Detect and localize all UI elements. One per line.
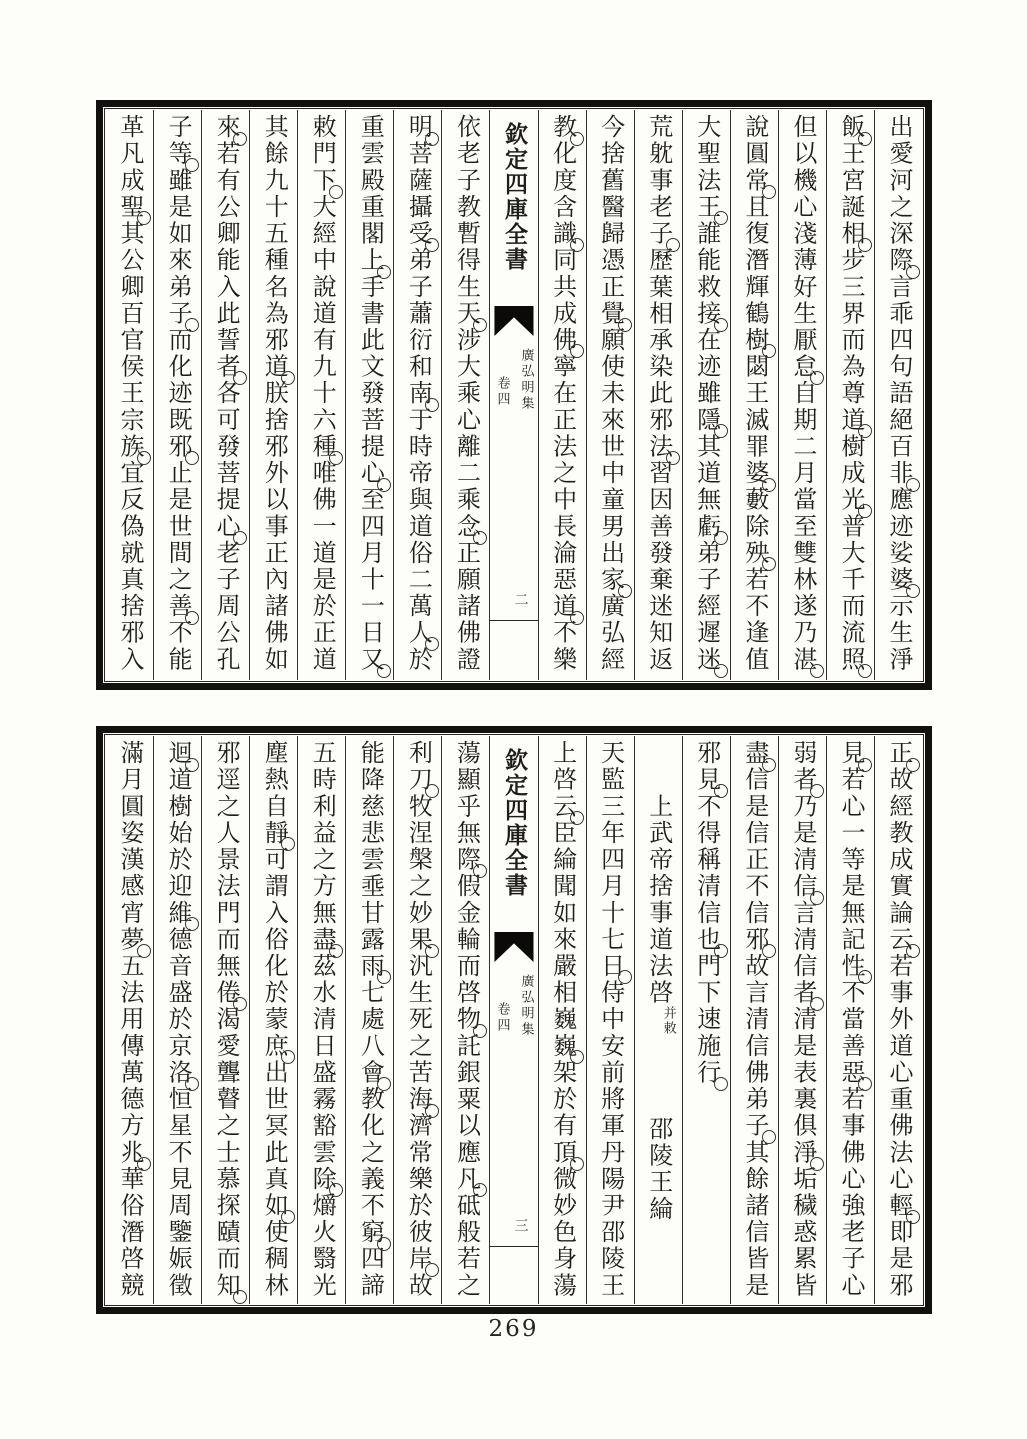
page-number: 269 [488,1316,539,1342]
text-column: 上啓云臣綸聞如來嚴相巍巍架於有頂微妙色身蕩 [538,736,586,1304]
text-column: 說圓常且復潛輝鶴樹閟王滅罪婆藪除殃若不逢值 [730,110,778,680]
text-column: 利刀牧涅槃之妙果汎生死之苦海濟常樂於彼岸故 [393,736,441,1304]
siku-banner-title: 欽定四庫全書 [500,748,528,898]
text-column: 盡信是信正不信邪故言清信佛弟子其餘諸信皆是 [730,736,778,1304]
text-column: 革凡成聖其公卿百官侯王宗族宜反偽就真捨邪入 [116,114,144,673]
fishtail-icon [494,306,533,336]
text-column: 教化度含識同共成佛寧在正法之中長淪惡道不樂 [538,110,586,680]
fishtail-icon [494,932,533,962]
text-column: 正故經教成實論云若事外道心重佛法心輕即是邪 [874,736,922,1304]
text-column: 子等雖是如來弟子而化迹既邪止是世間之善不能 [153,110,201,680]
text-column: 荒躭事老子歷葉相承染此邪法習因善發棄迷知返 [634,110,682,680]
folio-divider [490,620,537,621]
banner-column [489,736,537,1304]
text-column: 天監三年四月十七日侍中安前將軍丹陽尹邵陵王 [586,736,634,1304]
folio-number: 二 [512,592,529,606]
siku-banner-title: 欽定四庫全書 [500,122,528,272]
text-column: 滿月圓姿漢感宵夢五法用傳萬德方兆華俗潛啓競 [116,740,144,1299]
text-column: 明菩薩攝受弟子蕭衍和南于時帝與道俗二萬人於 [393,110,441,680]
section-heading-column [634,736,682,1304]
text-column: 見若心一等是無記性不當善惡若事佛心強老子心 [826,736,874,1304]
text-column: 但以機心淺薄好生厭怠自期二月當至雙林遂乃湛 [778,110,826,680]
upper-text-block [96,100,932,690]
text-column: 大聖法王誰能救接在迹雖隱其道無虧弟子經遲迷 [682,110,730,680]
upper-columns [106,110,922,680]
text-column: 迴道樹始於迎維德音盛於京洛恒星不見周鑒娠徵 [153,736,201,1304]
text-column: 能降慈悲雲埀甘露雨七處八會教化之義不窮四諦 [345,736,393,1304]
work-title: 廣弘明集 [518,974,534,1038]
text-column: 其餘九十五種名為邪道朕捨邪外以事正內諸佛如 [249,110,297,680]
text-column: 弱者乃是清信言清信者清是表裏俱淨垢穢惑累皆 [778,736,826,1304]
heading-text: 上武帝捨事道法啓 [644,793,673,1007]
heading-text: 邵陵王綸 [644,1115,673,1223]
banner-column [489,110,537,680]
lower-text-block [96,726,932,1314]
work-title: 廣弘明集 [518,348,534,412]
text-column: 出愛河之深際言乖四句語絕百非應迹娑婆示生淨 [874,110,922,680]
text-column: 今捨舊醫歸憑正覺願使未來世中童男出家廣弘經 [586,110,634,680]
text-column: 塵熱自靜可謂入俗化於蒙庶出世冥此真如使稠林 [249,736,297,1304]
text-column: 蕩顯乎無際假金輪而啓物託銀粟以應凡砥般若之 [441,736,489,1304]
text-column: 來若有公卿能入此誓者各可發菩提心老子周公孔 [201,110,249,680]
heading-annotation: 并敕 [660,1006,676,1037]
text-column: 重雲殿重閣上手書此文發菩提心至四月十一日又 [345,110,393,680]
text-column: 邪見不得稱清信也門下速施行 [682,736,730,1304]
text-column: 五時利益之方無盡茲水清日盛霧豁雲除爝火翳光 [297,736,345,1304]
folio-divider [490,1246,537,1247]
text-column: 敕門下大經中說道有九十六種唯佛一道是於正道 [297,110,345,680]
juan-number: 卷四 [494,376,510,408]
text-column: 依老子教暫得生天涉大乘心離二乘念正願諸佛證 [441,110,489,680]
text-column: 邪逕之人景法門而無倦渴愛聾瞽之士慕探賾而知 [201,736,249,1304]
folio-number: 三 [512,1218,529,1232]
lower-columns [106,736,922,1304]
text-column: 飯王宮誕相步三界而為尊道樹成光普大千而流照 [826,110,874,680]
juan-number: 卷四 [494,1002,510,1034]
